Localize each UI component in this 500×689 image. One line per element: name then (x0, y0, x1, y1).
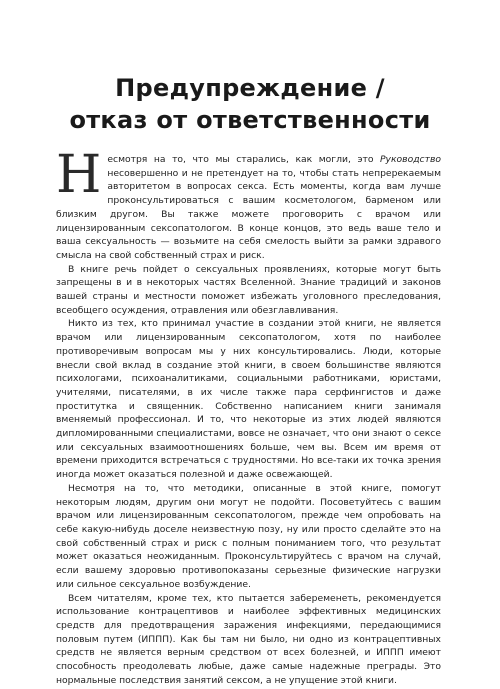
paragraph-1-text-start: есмотря на то, что мы старались, как могли, это (107, 154, 381, 165)
drop-cap: Н (56, 145, 102, 205)
paragraph-1 (56, 145, 441, 263)
page-title (40, 72, 460, 136)
body-text (56, 145, 441, 687)
page-title-line-2: отказ от ответственности (69, 106, 431, 134)
paragraph-3: Никто из тех, кто принимал участие в создании этой книги, не является врачом или лицензированным сексопатологом, хотя по наиболее противоречивым вопросам мы у них консультировались. Люди, которые внесли свой вклад в создание этой книги, в своем большинстве являются психологами, психоаналитиками, социальными работниками, юристами, учителями, писателями, в их числе также пара серфингистов и даже проститутка и священник. Собственно написанием книги занималя вменяемый профессионал. И то, что некоторые из этих людей являются дипломированными специалистами, вовсе не означает, что они знают о сексе или сексуальных взаимоотношениях больше, чем вы. Всем им время от времени приходится встречаться с трудностями. Но все-таки их точка зрения иногда может оказаться полезной и даже освежающей. (56, 318, 441, 481)
paragraph-1-emphasis: Руководство (380, 154, 441, 165)
paragraph-1-text-end: несовершенно и не претендует на то, чтобы стать непререкаемым авторитетом в вопросах секса. Есть моменты, когда вам лучше проконсультироваться с вашим косметологом, барменом или близким другом. Вы также можете проговорить с врачом или лицензированным сексопатологом. В конце концов, это ведь ваше тело и ваша сексуальность — возьмите на себя смелость выйти за рамки здравого смысла на свой собственный страх и риск. (56, 167, 441, 261)
page-title-line-1: Предупреждение / (115, 74, 385, 102)
paragraph-2: В книге речь пойдет о сексуальных проявлениях, которые могут быть запрещены в и в некоторых частях Вселенной. Знание традиций и законов вашей страны и местности поможет избежать уголовного преследования, всеобщего осуждения, отравления или обезглавливания. (56, 263, 441, 316)
paragraph-5: Всем читателям, кроме тех, кто пытается забеременеть, рекомендуется использование контрацептивов и наиболее эффективных медицинских средств для предотвращения заражения инфекциями, передающимися половым путем (ИППП). Как бы там ни было, ни одно из контрацептивных средств не является верным средством от всех болезней, и ИППП имеют способность преодолевать любые, даже самые надежные преграды. Это нормальные последствия занятий сексом, а не упущение этой книги. (56, 592, 441, 686)
paragraph-4: Несмотря на то, что методики, описанные в этой книге, помогут некоторым людям, другим они могут не подойти. Посоветуйтесь с вашим врачом или лицензированным сексопатологом, прежде чем опробовать на себе какую-нибудь доселе неизвестную позу, ну или просто сделайте это на свой собственный страх и риск с полным пониманием того, что результат может оказаться неожиданным. Проконсультируйтесь с врачом на случай, если вашему здоровью противопоказаны серьезные физические нагрузки или сильное сексуальное возбуждение. (56, 482, 441, 590)
